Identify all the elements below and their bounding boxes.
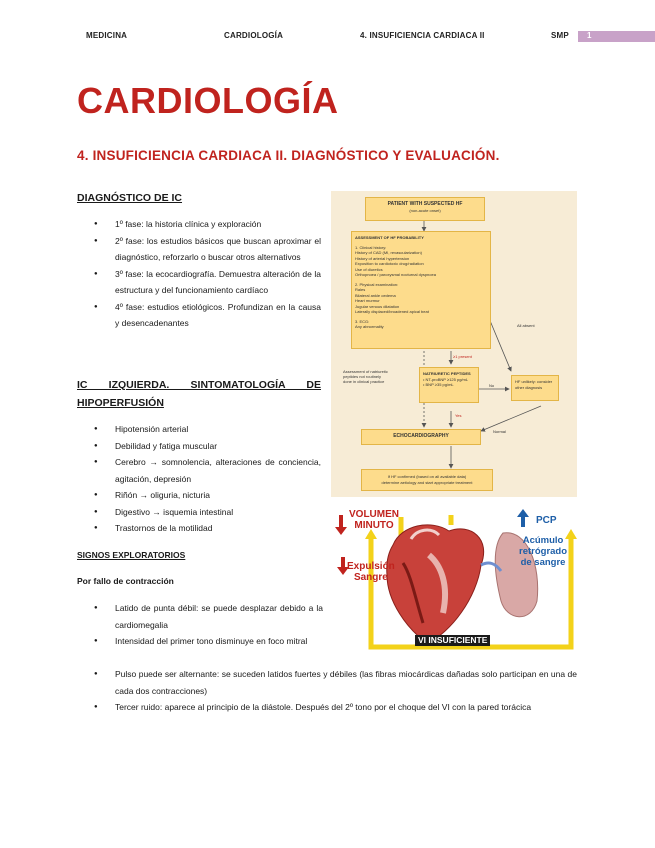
np-item: • NT-proBNP ≥125 pg/mL	[423, 376, 469, 382]
vi-insuficiente-label: VI INSUFICIENTE	[415, 635, 490, 646]
list-item: ● 2º fase: los estudios básicos que buscan aproximar el diagnóstico, reforzarlo o buscar otros alternativos	[77, 233, 321, 266]
header-subject: MEDICINA	[86, 31, 128, 40]
assessment-title: ASSESSMENT OF HF PROBABILITY	[355, 235, 424, 240]
history-item: History of CAD (MI, revascularization)	[355, 250, 422, 255]
np-item: • BNP ≥35 pg/mL	[423, 382, 454, 387]
patient-box	[365, 197, 485, 221]
list-item: ● Tercer ruido: aparece al principio de la diástole. Después del 2º tono por el choque del VI con la pared torácica	[77, 699, 577, 716]
list-item: ● Cerebro → somnolencia, alteraciones de conciencia, agitación, depresión	[77, 454, 321, 487]
history-title: 1. Clinical history:	[355, 244, 387, 250]
history-item: Exposition to cardiotoxic drug/radiation	[355, 261, 424, 266]
list-item: ● Trastornos de la motilidad	[77, 520, 321, 537]
exam-title: 2. Physical examination:	[355, 281, 399, 287]
section-diagnostico-heading: DIAGNÓSTICO DE IC	[77, 192, 183, 204]
ecg-item: Any abnormality	[355, 324, 384, 329]
list-item: ● Pulso puede ser alternante: se suceden latidos fuertes y débiles (las fibras miocárdicas dañadas solo participan en una de cada dos contracciones)	[77, 666, 577, 699]
list-item: ● Latido de punta débil: se puede desplazar debido a la cardiomegalia	[77, 600, 323, 633]
list-item: ● Riñón → oliguria, nicturia	[77, 487, 321, 504]
assessment-box	[351, 231, 491, 349]
exam-item: Bilateral ankle oedema	[355, 292, 396, 298]
assessment-np-note: Assessment of natriuretic peptides not routinely done in clinical practice	[343, 369, 388, 384]
acumulo-text: Acúmulo	[522, 535, 564, 546]
header-topic: 4. INSUFICIENCIA CARDIACA II	[360, 31, 485, 40]
izquierda-list	[77, 421, 321, 537]
page-subtitle: 4. INSUFICIENCIA CARDIACA II. DIAGNÓSTICO Y EVALUACIÓN.	[77, 148, 500, 163]
list-item: ● Digestivo → isquemia intestinal	[77, 504, 321, 521]
ecg-title: 3. ECG:	[355, 318, 370, 324]
page-number: 1	[587, 31, 592, 40]
all-absent-label: All absent	[517, 323, 535, 328]
de-sangre-text: de sangre	[520, 557, 566, 568]
echo-label: ECHOCARDIOGRAPHY	[393, 433, 449, 439]
page-title: CARDIOLOGÍA	[77, 80, 339, 121]
pcp-label: PCP	[536, 515, 557, 526]
confirmed-label: If HF confirmed (based on all available data)	[387, 474, 467, 479]
volumen-label	[349, 509, 399, 531]
exam-item: Rales	[355, 287, 366, 292]
normal-label: Normal	[493, 429, 506, 434]
signos-subheading: Por fallo de contracción	[77, 576, 174, 586]
np-title: NATRIURETIC PEPTIDES	[423, 371, 471, 376]
natriuretic-box	[419, 367, 479, 403]
history-item: Orthopnoea / paroxysmal nocturnal dyspnoea	[355, 272, 436, 277]
minuto-text: MINUTO	[354, 520, 394, 531]
expulsion-text: Expulsión	[347, 561, 395, 572]
echo-box	[361, 429, 481, 445]
list-item: ● 3º fase: la ecocardiografía. Demuestra alteración de la estructura y del funcionamiento cardíaco	[77, 266, 321, 299]
list-item: ● 4º fase: estudios etiológicos. Profundizan en la causa y desencadenantes	[77, 299, 321, 332]
sangre-text: Sangre	[353, 572, 388, 583]
section-izquierda-heading: IC IZQUIERDA. SINTOMATOLOGÍA DE HIPOPERFUSIÓN	[77, 379, 321, 409]
list-item: ● Intensidad del primer tono disminuye en foco mitral	[77, 633, 323, 650]
patient-label: PATIENT WITH SUSPECTED HF	[387, 201, 463, 207]
volumen-text: VOLUMEN	[349, 509, 399, 520]
history-item: Use of diuretics	[355, 266, 383, 272]
yes-label: Yes	[455, 413, 462, 418]
hf-diagnosis-flowchart	[331, 191, 577, 497]
header-org: SMP	[551, 31, 569, 40]
exam-item: Jugular venous dilatation	[355, 303, 400, 309]
list-item: ● Debilidad y fatiga muscular	[77, 438, 321, 455]
diagnostico-list	[77, 216, 321, 332]
signos-wide-list	[77, 666, 577, 716]
header-area: CARDIOLOGÍA	[224, 31, 284, 40]
list-item: ● 1º fase: la historia clínica y exploración	[77, 216, 321, 233]
section-signos-heading: SIGNOS EXPLORATORIOS	[77, 550, 186, 560]
page-number-bar	[578, 31, 655, 42]
list-item: ● Hipotensión arterial	[77, 421, 321, 438]
history-item: History of arterial hypertension	[355, 255, 410, 261]
heart-failure-figure	[331, 505, 577, 653]
signos-list	[77, 600, 323, 650]
exam-item: Laterally displaced/broadened apical beat	[355, 309, 429, 314]
expulsion-label	[347, 561, 395, 583]
acumulo-label	[519, 535, 567, 568]
confirmed-sublabel: determine aetiology and start appropriate treatment	[381, 479, 473, 485]
exam-item: Heart murmur	[355, 298, 380, 303]
confirmed-box	[361, 469, 493, 491]
hf-unlikely-box	[511, 375, 559, 401]
retrogrado-text: retrógrado	[519, 546, 568, 557]
no-label: No	[489, 383, 495, 388]
hf-unlikely-label: HF unlikely: consider other diagnosis	[515, 379, 553, 390]
one-present-label: ≥1 present	[453, 354, 472, 359]
patient-sublabel: (non-acute onset)	[409, 207, 441, 213]
